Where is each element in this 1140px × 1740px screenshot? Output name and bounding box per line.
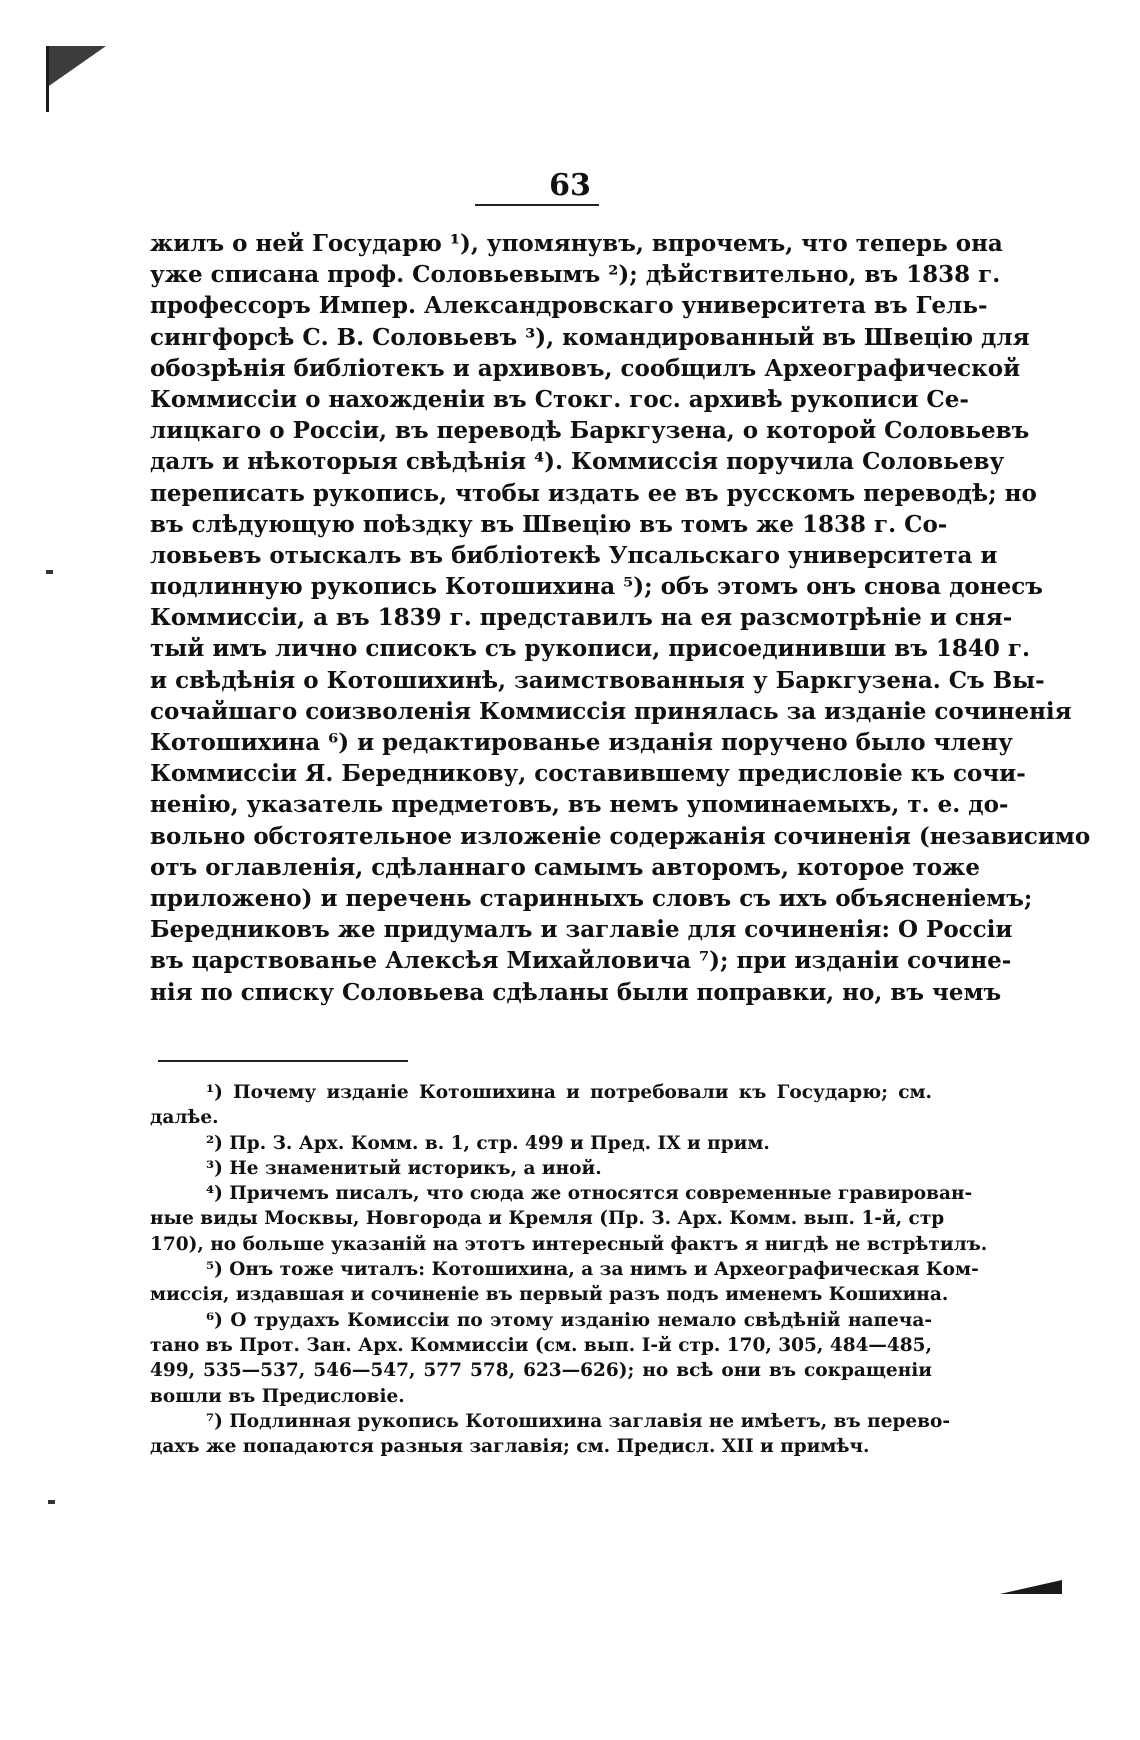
body-line: Бередниковъ же придумалъ и заглавіе для сочиненія: О Россіи xyxy=(150,916,1013,944)
footnote-line: дахъ же попадаются разныя заглавія; см. Предисл. XII и примѣч. xyxy=(150,1436,870,1458)
body-line: жилъ о ней Государю ¹), упомянувъ, впрочемъ, что теперь она xyxy=(150,230,1003,257)
body-line: обозрѣнія библіотекъ и архивовъ, сообщилъ Археографической xyxy=(150,354,1021,382)
footnote-line: ¹) Почему изданіе Котошихина и потребовали къ Государю; см. xyxy=(206,1082,932,1103)
footnote-line: ²) Пр. З. Арх. Комм. в. 1, стр. 499 и Пред. IX и прим. xyxy=(206,1132,770,1154)
body-line: уже списана проф. Соловьевымъ ²); дѣйствительно, въ 1838 г. xyxy=(150,261,1001,289)
body-text xyxy=(150,228,1091,1008)
body-line: сочайшаго соизволенія Коммиссія принялась за изданіе сочиненія xyxy=(150,697,1072,725)
body-line: далъ и нѣкоторыя свѣдѣнія ⁴). Коммиссія поручила Соловьеву xyxy=(150,448,1005,476)
body-line: подлинную рукопись Котошихина ⁵); объ этомъ онъ снова донесъ xyxy=(150,573,1043,601)
scan-artifact-bottom-right xyxy=(1000,1580,1062,1594)
scan-artifact-dot xyxy=(46,570,53,574)
scan-artifact-top-left xyxy=(46,46,106,88)
body-line: переписать рукопись, чтобы издать ее въ русскомъ переводѣ; но xyxy=(150,479,1037,507)
scan-artifact-top-left-edge xyxy=(46,46,49,112)
body-line: приложено) и перечень старинныхъ словъ съ ихъ объясненіемъ; xyxy=(150,884,1033,912)
body-line: нія по списку Соловьева сдѣланы были поправки, но, въ чемъ xyxy=(150,978,1002,1006)
footnote-line: 499, 535—537, 546—547, 577 578, 623—626); но всѣ они въ сокращеніи xyxy=(150,1360,932,1382)
body-line: Коммиссіи, а въ 1839 г. представилъ на ея разсмотрѣніе и сня- xyxy=(150,604,1013,632)
body-line: и свѣдѣнія о Котошихинѣ, заимствованныя у Баркгузена. Съ Вы- xyxy=(150,666,1045,694)
page-number-rule xyxy=(475,204,599,206)
body-line: отъ оглавленія, сдѣланнаго самымъ авторомъ, которое тоже xyxy=(150,853,981,881)
body-line: сингфорсѣ С. В. Соловьевъ ³), командированный въ Швецію для xyxy=(150,323,1030,351)
footnote-line: ³) Не знаменитый историкъ, а иной. xyxy=(206,1157,602,1179)
page-number: 63 xyxy=(549,168,591,203)
body-line: Коммиссіи Я. Бередникову, составившему предисловіе къ сочи- xyxy=(150,760,1026,788)
body-line: Котошихина ⁶) и редактированье изданія поручено было члену xyxy=(150,729,1013,756)
body-line: Коммиссіи о нахожденіи въ Стокг. гос. архивѣ рукописи Се- xyxy=(150,385,969,413)
footnote-separator xyxy=(158,1060,408,1062)
scan-artifact-dot xyxy=(48,1500,55,1504)
body-line: профессоръ Импер. Александровскаго университета въ Гель- xyxy=(150,292,988,320)
footnote-line: вошли въ Предисловіе. xyxy=(150,1385,405,1407)
footnote-line: ные виды Москвы, Новгорода и Кремля (Пр. З. Арх. Комм. вып. 1-й, стр xyxy=(150,1208,945,1230)
footnote-line: далѣе. xyxy=(150,1107,219,1129)
footnote-line: ⁷) Подлинная рукопись Котошихина заглавія не имѣетъ, въ перево- xyxy=(206,1410,951,1432)
body-line: въ царствованье Алексѣя Михайловича ⁷); при изданіи сочине- xyxy=(150,947,1012,975)
body-line: въ слѣдующую поѣздку въ Швецію въ томъ же 1838 г. Со- xyxy=(150,510,948,538)
footnote-line: ⁶) О трудахъ Комиссіи по этому изданію немало свѣдѣній напеча- xyxy=(206,1309,932,1331)
footnotes xyxy=(150,1080,988,1459)
body-line: тый имъ лично списокъ съ рукописи, присоединивши въ 1840 г. xyxy=(150,635,1030,663)
footnote-line: ⁵) Онъ тоже читалъ: Котошихина, а за нимъ и Археографическая Ком- xyxy=(206,1259,979,1281)
footnote-line: тано въ Прот. Зан. Арх. Коммиссіи (см. вып. I-й стр. 170, 305, 484—485, xyxy=(150,1334,932,1356)
footnote-line: миссія, издавшая и сочиненіе въ первый разъ подъ именемъ Кошихина. xyxy=(150,1284,949,1306)
body-line: лицкаго о Россіи, въ переводѣ Баркгузена, о которой Соловьевъ xyxy=(150,417,1030,445)
footnote-line: ⁴) Причемъ писалъ, что сюда же относятся современные гравирован- xyxy=(206,1183,973,1205)
footnote-line: 170), но больше указаній на этотъ интересный фактъ я нигдѣ не встрѣтилъ. xyxy=(150,1233,988,1255)
body-line: вольно обстоятельное изложеніе содержанія сочиненія (независимо xyxy=(150,822,1091,850)
body-line: ненію, указатель предметовъ, въ немъ упоминаемыхъ, т. е. до- xyxy=(150,791,1009,819)
body-line: ловьевъ отыскалъ въ библіотекѣ Упсальскаго университета и xyxy=(150,541,998,569)
